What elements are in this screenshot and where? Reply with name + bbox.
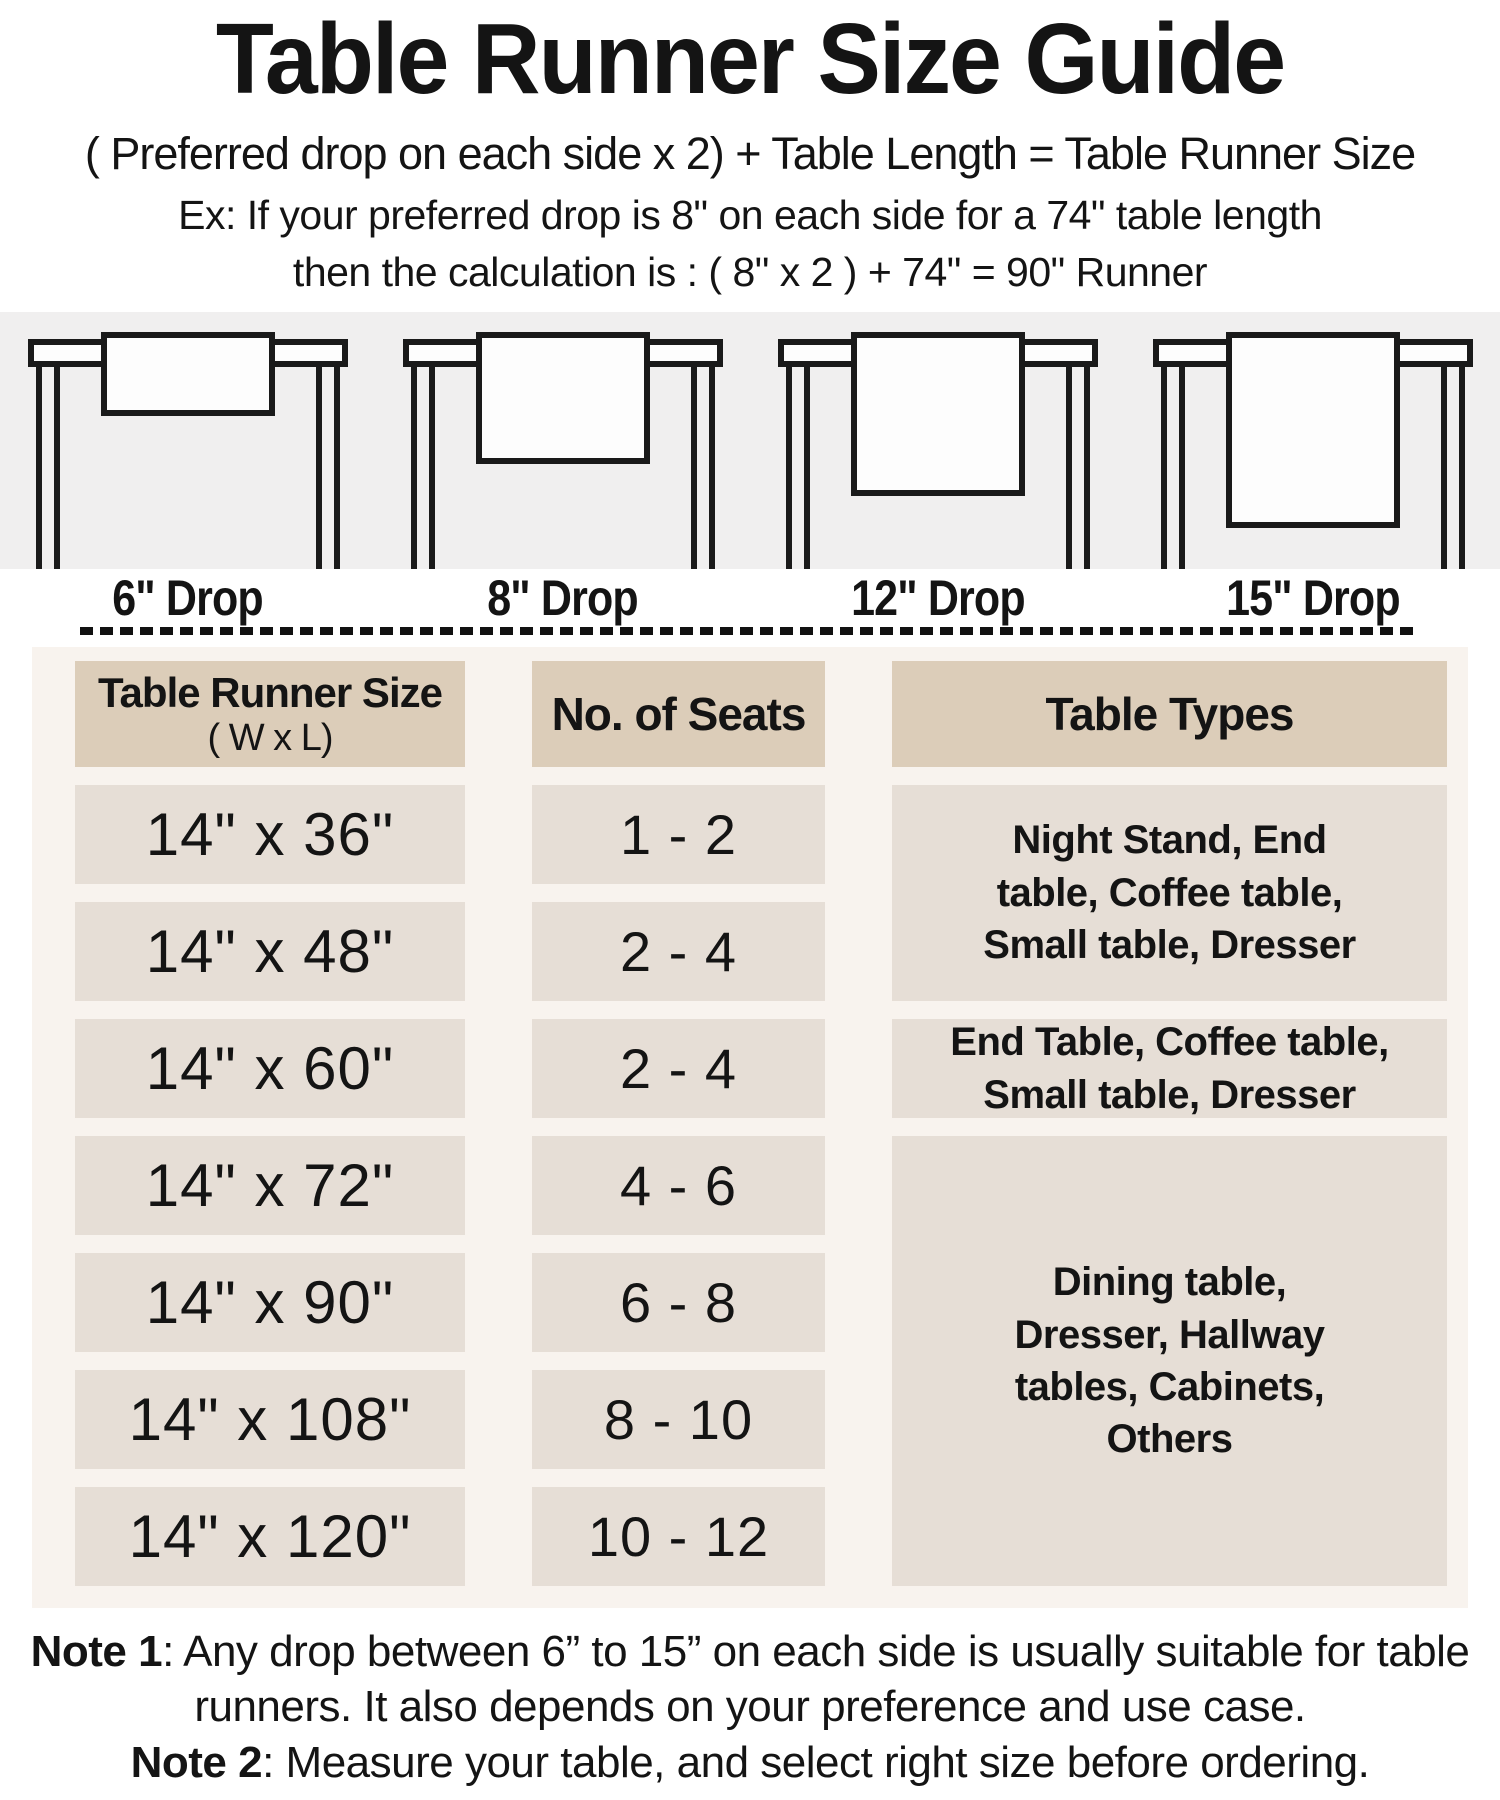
- column-header-table-types: [892, 661, 1447, 767]
- note-1: [20, 1624, 1480, 1735]
- example-text-line1: Ex: If your preferred drop is 8" on each side for a 74" table length: [178, 192, 1322, 238]
- table-figure-12in-drop: [750, 312, 1125, 569]
- drop-label-text: 6" Drop: [112, 570, 263, 626]
- drop-label-15in: [1125, 569, 1500, 627]
- drop-labels-row: [0, 569, 1500, 627]
- note-2-label: Note 2: [130, 1737, 263, 1787]
- table-figure-6in-drop: [0, 312, 375, 569]
- table-leg-graphic: [691, 367, 715, 569]
- formula-text: ( Preferred drop on each side x 2) + Table Length = Table Runner Size: [84, 128, 1416, 179]
- seats-value: 1 - 2: [619, 803, 738, 866]
- dashed-divider: [80, 627, 1420, 635]
- table-row-size-cell: [75, 1136, 465, 1235]
- seats-value: 8 - 10: [603, 1388, 754, 1451]
- drop-label-text: 8" Drop: [487, 570, 638, 626]
- runner-graphic: [476, 332, 650, 464]
- table-leg-graphic: [36, 367, 60, 569]
- size-value: 14" x 48": [145, 918, 395, 985]
- example-text-line2: then the calculation is : ( 8" x 2 ) + 74" = 90" Runner: [292, 249, 1208, 295]
- table-row-size-cell: [75, 1487, 465, 1586]
- table-leg-graphic: [1441, 367, 1465, 569]
- table-types-text: Dining table, Dresser, Hallway tables, Cabinets, Others: [1014, 1260, 1325, 1462]
- table-figure-15in-drop: [1125, 312, 1500, 569]
- size-value: 14" x 120": [128, 1503, 412, 1570]
- table-leg-graphic: [786, 367, 810, 569]
- seats-value: 2 - 4: [619, 920, 738, 983]
- header-text: Table Runner Size: [98, 668, 442, 716]
- note-2: [20, 1735, 1480, 1790]
- header-text: No. of Seats: [551, 688, 806, 740]
- seats-value: 2 - 4: [619, 1037, 738, 1100]
- table-row-size-cell: [75, 902, 465, 1001]
- table-types-text: Night Stand, End table, Coffee table, Small table, Dresser: [983, 818, 1356, 968]
- header-subtext: ( W x L): [207, 716, 333, 759]
- table-figure-8in-drop: [375, 312, 750, 569]
- runner-graphic: [101, 332, 275, 416]
- table-leg-graphic: [316, 367, 340, 569]
- table-row-seats-cell: [532, 1019, 825, 1118]
- table-row-size-cell: [75, 1019, 465, 1118]
- table-row-seats-cell: [532, 1487, 825, 1586]
- table-leg-graphic: [411, 367, 435, 569]
- table-row-seats-cell: [532, 1370, 825, 1469]
- size-table-section: [32, 647, 1468, 1608]
- table-types-cell-medium-tables: [892, 1019, 1447, 1118]
- table-leg-graphic: [1161, 367, 1185, 569]
- table-row-seats-cell: [532, 1136, 825, 1235]
- runner-graphic: [851, 332, 1025, 496]
- table-row-seats-cell: [532, 1253, 825, 1352]
- table-row-seats-cell: [532, 785, 825, 884]
- size-value: 14" x 36": [145, 801, 395, 868]
- drop-label-6in: [0, 569, 375, 627]
- header-text: Table Types: [1045, 688, 1294, 740]
- column-header-runner-size: [75, 661, 465, 767]
- note-1-label: Note 1: [30, 1627, 163, 1676]
- runner-graphic: [1226, 332, 1400, 528]
- drop-label-text: 15" Drop: [1225, 570, 1400, 626]
- table-row-size-cell: [75, 1370, 465, 1469]
- column-header-seats: [532, 661, 825, 767]
- size-table-grid: [75, 661, 1447, 1586]
- size-value: 14" x 108": [128, 1386, 412, 1453]
- table-types-text: End Table, Coffee table, Small table, Dresser: [950, 1020, 1389, 1117]
- seats-value: 6 - 8: [619, 1271, 738, 1334]
- table-row-size-cell: [75, 785, 465, 884]
- table-types-cell-dining-tables: [892, 1136, 1447, 1586]
- seats-value: 4 - 6: [619, 1154, 738, 1217]
- seats-value: 10 - 12: [587, 1505, 770, 1568]
- size-value: 14" x 60": [145, 1035, 395, 1102]
- size-value: 14" x 90": [145, 1269, 395, 1336]
- size-value: 14" x 72": [145, 1152, 395, 1219]
- page-title: Table Runner Size Guide: [215, 3, 1285, 115]
- table-row-size-cell: [75, 1253, 465, 1352]
- drop-illustrations-strip: [0, 312, 1500, 569]
- notes-block: [20, 1624, 1480, 1790]
- table-row-seats-cell: [532, 902, 825, 1001]
- note-2-text: : Measure your table, and select right size before ordering.: [262, 1737, 1370, 1787]
- title-block: [0, 0, 1500, 296]
- drop-label-text: 12" Drop: [850, 570, 1025, 626]
- drop-label-8in: [375, 569, 750, 627]
- table-leg-graphic: [1066, 367, 1090, 569]
- drop-label-12in: [750, 569, 1125, 627]
- table-types-cell-small-tables: [892, 785, 1447, 1001]
- note-1-text: : Any drop between 6” to 15” on each side is usually suitable for table runners. It also depends on your preference and use case.: [162, 1627, 1470, 1732]
